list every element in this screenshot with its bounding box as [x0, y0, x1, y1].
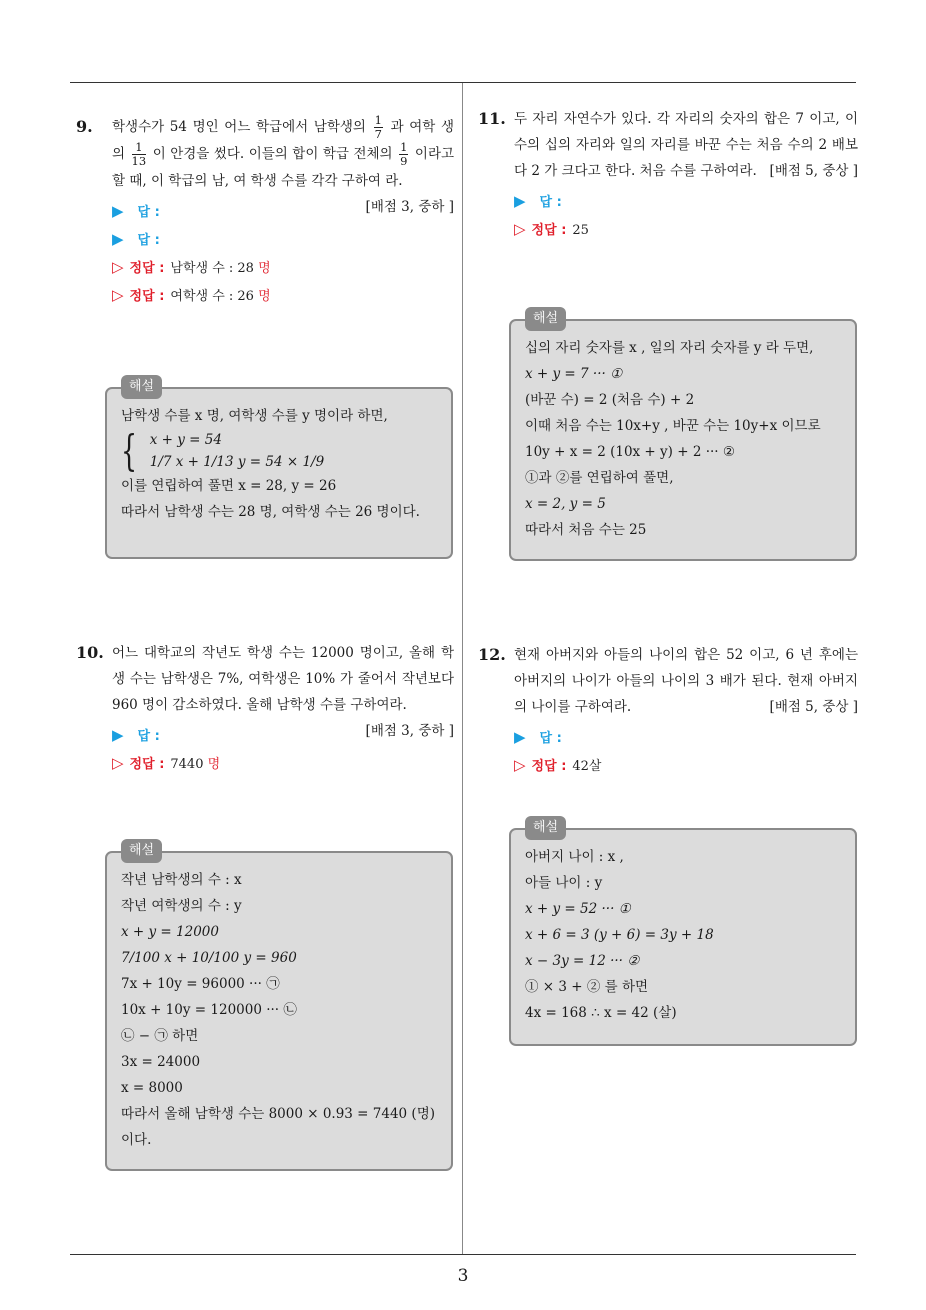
page-number: 3 [457, 1266, 469, 1286]
problem-number: 10. [76, 643, 104, 662]
play-triangle-icon: ▶ [514, 728, 526, 746]
outline-triangle-icon: ▷ [514, 756, 526, 774]
explanation-line: 십의 자리 숫자를 x , 일의 자리 숫자를 y 라 두면, [525, 340, 814, 356]
answer-line[interactable]: ▶ 답 : [112, 202, 160, 220]
explanation-line: 7/100 x + 10/100 y = 960 [121, 950, 297, 966]
problem-11 [478, 106, 858, 244]
problem-text: 학생수가 54 명인 어느 학급에서 남학생의 $\frac{1}{7}$ 과 여학 생의 $\frac{1}{13}$ 이 안경을 썼다. 이들의 합이 학급 전체의 $\frac{1}{9}$ 이라고 할 때, 이 학급의 남, 여 학생 수를 각각 구하여 라. [배점 3, 중하 ] [112, 114, 454, 194]
correct-answer: ▷ 정답 : 7440 명 [112, 754, 221, 772]
correct-answer: ▷ 정답 : 42살 [514, 756, 602, 774]
explanation-line: x + y = 12000 [121, 924, 219, 940]
equation-system [121, 426, 437, 475]
problem-12 [478, 642, 858, 780]
explanation-line: ① × 3 + ② 를 하면 [525, 979, 649, 995]
explanation-line: 3x = 24000 [121, 1054, 201, 1070]
explanation-box-10 [105, 843, 453, 1171]
explanation-line: 7x + 10y = 96000 ··· ㉠ [121, 976, 280, 992]
explanation-line: ㉡ − ㉠ 하면 [121, 1028, 199, 1044]
play-triangle-icon: ▶ [112, 202, 124, 220]
outline-triangle-icon: ▷ [112, 754, 124, 772]
play-triangle-icon: ▶ [112, 230, 124, 248]
header-rule [70, 82, 856, 83]
score-label: [배점 3, 중하 ] [365, 199, 454, 215]
answer-area [514, 724, 858, 780]
explanation-line: 따라서 남학생 수는 28 명, 여학생 수는 26 명이다. [121, 504, 420, 520]
explanation-tag: 해설 [121, 375, 162, 399]
explanation-line: 아버지 나이 : x , [525, 849, 624, 865]
explanation-line: x + y = 54 [149, 432, 222, 448]
explanation-line: 이때 처음 수는 10x+y , 바꾼 수는 10y+x 이므로 [525, 418, 821, 434]
explanation-line: x − 3y = 12 ··· ② [525, 953, 640, 969]
explanation-line: 작년 여학생의 수 : y [121, 898, 242, 914]
correct-answer: ▷ 정답 : 남학생 수 : 28 명 [112, 258, 271, 276]
fraction: $\frac{1}{7}$ [374, 113, 382, 141]
outline-triangle-icon: ▷ [112, 258, 124, 276]
score-label: [배점 3, 중하 ] [365, 723, 454, 739]
explanation-line: 남학생 수를 x 명, 여학생 수를 y 명이라 하면, [121, 408, 388, 424]
answer-line[interactable]: ▶ 답 : [112, 726, 160, 744]
explanation-line: 이를 연립하여 풀면 x = 28, y = 26 [121, 478, 337, 494]
correct-answer: ▷ 정답 : 여학생 수 : 26 명 [112, 286, 271, 304]
explanation-line: x = 2, y = 5 [525, 496, 606, 512]
explanation-box-11 [509, 311, 857, 561]
score-label: [배점 5, 중상 ] [769, 163, 858, 179]
explanation-line: 10x + 10y = 120000 ··· ㉡ [121, 1002, 297, 1018]
explanation-line: 따라서 처음 수는 25 [525, 522, 647, 538]
explanation-line: 이다. [121, 1132, 152, 1148]
explanation-box-9 [105, 379, 453, 559]
problem-number: 12. [478, 645, 506, 664]
explanation-line: x + 6 = 3 (y + 6) = 3y + 18 [525, 927, 714, 943]
fraction: $\frac{1}{9}$ [400, 140, 408, 168]
outline-triangle-icon: ▷ [514, 220, 526, 238]
brace-icon: { [121, 426, 138, 475]
explanation-box-12 [509, 820, 857, 1046]
explanation-line: (바꾼 수) = 2 (처음 수) + 2 [525, 392, 695, 408]
explanation-line: 4x = 168 ∴ x = 42 (살) [525, 1005, 677, 1021]
problem-text: 현재 아버지와 아들의 나이의 합은 52 이고, 6 년 후에는 아버지의 나이가 아들의 나이의 3 배가 된다. 현재 아버지의 나이를 구하여라. [배점 5, 중상 ] [514, 642, 858, 720]
explanation-line: 10y + x = 2 (10x + y) + 2 ··· ② [525, 444, 735, 460]
problem-number: 11. [478, 109, 506, 128]
footer-rule [70, 1254, 856, 1255]
column-divider [462, 83, 463, 1254]
play-triangle-icon: ▶ [514, 192, 526, 210]
explanation-line: x + y = 52 ··· ① [525, 901, 631, 917]
problem-10 [76, 640, 454, 778]
explanation-line: 1/7 x + 1/13 y = 54 × 1/9 [149, 454, 325, 470]
explanation-tag: 해설 [121, 839, 162, 863]
explanation-line: x + y = 7 ··· ① [525, 366, 623, 382]
answer-area [514, 188, 858, 244]
fraction: $\frac{1}{13}$ [131, 140, 147, 168]
outline-triangle-icon: ▷ [112, 286, 124, 304]
explanation-line: 따라서 올해 남학생 수는 8000 × 0.93 = 7440 (명) [121, 1106, 436, 1122]
score-label: [배점 5, 중상 ] [769, 699, 858, 715]
explanation-line: 아들 나이 : y [525, 875, 603, 891]
answer-line[interactable]: ▶ 답 : [514, 192, 562, 210]
play-triangle-icon: ▶ [112, 726, 124, 744]
problem-9 [76, 114, 454, 310]
problem-number: 9. [76, 117, 93, 136]
problem-text: 두 자리 자연수가 있다. 각 자리의 숫자의 합은 7 이고, 이 수의 십의 자리와 일의 자리를 바꾼 수는 처음 수의 2 배보다 2 가 크다고 한다. 처음 수를 구하여라. [배점 5, 중상 ] [514, 106, 858, 184]
answer-line[interactable]: ▶ 답 : [112, 230, 160, 248]
answer-line[interactable]: ▶ 답 : [514, 728, 562, 746]
explanation-tag: 해설 [525, 816, 566, 840]
problem-text: 어느 대학교의 작년도 학생 수는 12000 명이고, 올해 학생 수는 남학생은 7%, 여학생은 10% 가 줄어서 작년보다 960 명이 감소하였다. 올해 남학생 수를 구하여라. [배점 3, 중하 ] [112, 640, 454, 718]
explanation-line: ①과 ②를 연립하여 풀면, [525, 470, 674, 486]
correct-answer: ▷ 정답 : 25 [514, 220, 589, 238]
explanation-line: 작년 남학생의 수 : x [121, 872, 242, 888]
explanation-tag: 해설 [525, 307, 566, 331]
explanation-line: x = 8000 [121, 1080, 183, 1096]
